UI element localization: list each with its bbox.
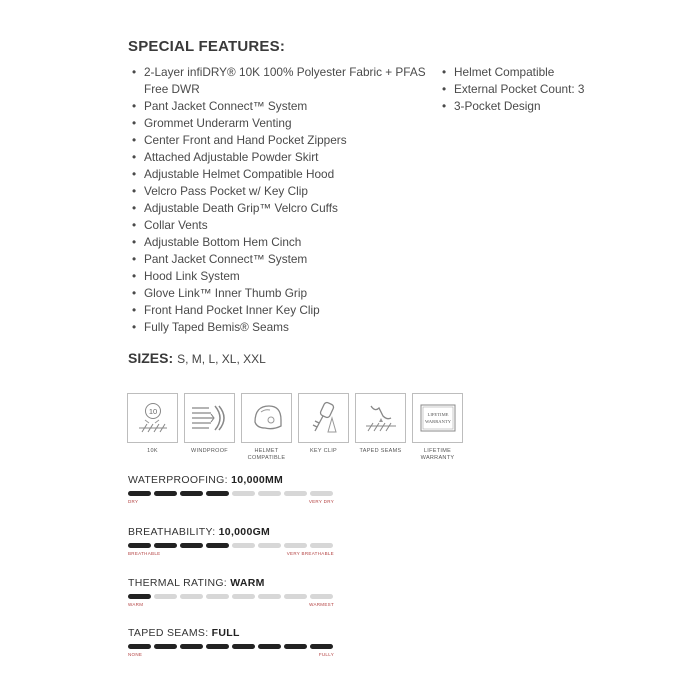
feature-item: • Pant Jacket Connect™ System [130, 251, 430, 268]
rating-bar-segment [310, 594, 333, 599]
feature-icons-row [127, 393, 463, 462]
lifetime-warranty-icon [417, 398, 459, 438]
rating-bar-segment [258, 644, 281, 649]
feature-item: • Helmet Compatible [440, 64, 600, 81]
feature-item: • Front Hand Pocket Inner Key Clip [130, 302, 430, 319]
feature-item: • Velcro Pass Pocket w/ Key Clip [130, 183, 430, 200]
rating-high-label: FULLY [318, 652, 334, 657]
rating-bar-segment [310, 543, 333, 548]
feature-item: • External Pocket Count: 3 [440, 81, 600, 98]
feature-item: • Hood Link System [130, 268, 430, 285]
rating-high-label: VERY BREATHABLE [286, 551, 334, 556]
svg-text:WARRANTY: WARRANTY [424, 419, 451, 424]
rating-bars [128, 594, 338, 599]
rating-bar-segment [180, 543, 203, 548]
icon-label: WINDPROOF [191, 448, 228, 454]
icon-label: TAPED SEAMS [359, 448, 402, 454]
rating-bar-segment [232, 644, 255, 649]
rating-bar-segment [128, 644, 151, 649]
rating-bar-segment [310, 491, 333, 496]
rating-waterproofing [128, 474, 338, 504]
feature-item: • Grommet Underarm Venting [130, 115, 430, 132]
sizes-label: SIZES: [128, 350, 174, 366]
rating-bar-segment [284, 491, 307, 496]
rating-high-label: WARMEST [309, 602, 334, 607]
feature-icon-10k [127, 393, 178, 462]
10k-icon [133, 398, 173, 438]
rating-bar-segment [180, 491, 203, 496]
rating-bars [128, 543, 338, 548]
rating-bar-segment [232, 491, 255, 496]
sizes-line [128, 350, 266, 366]
rating-bar-segment [206, 543, 229, 548]
rating-bar-segment [232, 594, 255, 599]
rating-bar-segment [128, 491, 151, 496]
icon-label: KEY CLIP [309, 448, 338, 454]
rating-label: TAPED SEAMS: [128, 627, 212, 639]
rating-bar-segment [284, 594, 307, 599]
rating-value: WARM [230, 577, 265, 589]
rating-value: FULL [211, 627, 240, 639]
rating-bar-segment [128, 594, 151, 599]
key-clip-icon [304, 398, 344, 438]
feature-item: • Center Front and Hand Pocket Zippers [130, 132, 430, 149]
sizes-values: S, M, L, XL, XXL [177, 352, 266, 366]
helmet-compatible-icon [247, 398, 287, 438]
rating-bar-segment [206, 491, 229, 496]
rating-breathability [128, 526, 338, 556]
rating-bar-segment [284, 644, 307, 649]
rating-bar-segment [310, 644, 333, 649]
feature-item: • 3-Pocket Design [440, 98, 600, 115]
rating-low-label: WARM [128, 602, 144, 607]
windproof-icon [189, 398, 231, 438]
rating-high-label: VERY DRY [308, 499, 334, 504]
rating-label: WATERPROOFING: [128, 474, 232, 486]
rating-value: 10,000MM [231, 474, 284, 486]
rating-bar-segment [258, 491, 281, 496]
rating-bar-segment [180, 594, 203, 599]
feature-item: • Adjustable Death Grip™ Velcro Cuffs [130, 200, 430, 217]
rating-bar-segment [154, 644, 177, 649]
rating-bar-segment [206, 644, 229, 649]
rating-bars [128, 491, 338, 496]
rating-bar-segment [180, 644, 203, 649]
feature-icon-windproof [184, 393, 235, 462]
feature-item: • Collar Vents [130, 217, 430, 234]
icon-label: LIFETIME WARRANTY [420, 448, 455, 461]
feature-icon-warranty [412, 393, 463, 462]
rating-bars [128, 644, 338, 649]
features-list-left [130, 64, 430, 336]
rating-bar-segment [284, 543, 307, 548]
icon-label: HELMET COMPATIBLE [247, 448, 286, 461]
rating-thermal [128, 577, 338, 607]
rating-bar-segment [154, 491, 177, 496]
rating-label: BREATHABILITY: [128, 526, 219, 538]
rating-bar-segment [232, 543, 255, 548]
feature-icon-helmet [241, 393, 292, 462]
feature-item: • Adjustable Bottom Hem Cinch [130, 234, 430, 251]
rating-low-label: NONE [128, 652, 143, 657]
rating-label: THERMAL RATING: [128, 577, 231, 589]
feature-item: • Fully Taped Bemis® Seams [130, 319, 430, 336]
rating-value: 10,000GM [218, 526, 271, 538]
rating-bar-segment [258, 594, 281, 599]
rating-taped-seams [128, 627, 338, 657]
rating-bar-segment [206, 594, 229, 599]
rating-bar-segment [128, 543, 151, 548]
feature-item: • Pant Jacket Connect™ System [130, 98, 430, 115]
svg-text:10: 10 [148, 407, 157, 416]
svg-text:LIFETIME: LIFETIME [427, 412, 448, 417]
rating-bar-segment [258, 543, 281, 548]
feature-item: • Attached Adjustable Powder Skirt [130, 149, 430, 166]
feature-item: • Glove Link™ Inner Thumb Grip [130, 285, 430, 302]
features-list-right [440, 64, 600, 115]
feature-icon-key-clip [298, 393, 349, 462]
rating-low-label: BREATHABLE [128, 551, 161, 556]
special-features-title: SPECIAL FEATURES: [128, 38, 286, 55]
rating-low-label: DRY [128, 499, 139, 504]
rating-bar-segment [154, 543, 177, 548]
taped-seams-icon [361, 398, 401, 438]
icon-label: 10K [147, 448, 158, 454]
feature-item: • Adjustable Helmet Compatible Hood [130, 166, 430, 183]
rating-bar-segment [154, 594, 177, 599]
feature-item: • 2-Layer infiDRY® 10K 100% Polyester Fabric + PFAS Free DWR [130, 64, 430, 98]
feature-icon-taped-seams [355, 393, 406, 462]
